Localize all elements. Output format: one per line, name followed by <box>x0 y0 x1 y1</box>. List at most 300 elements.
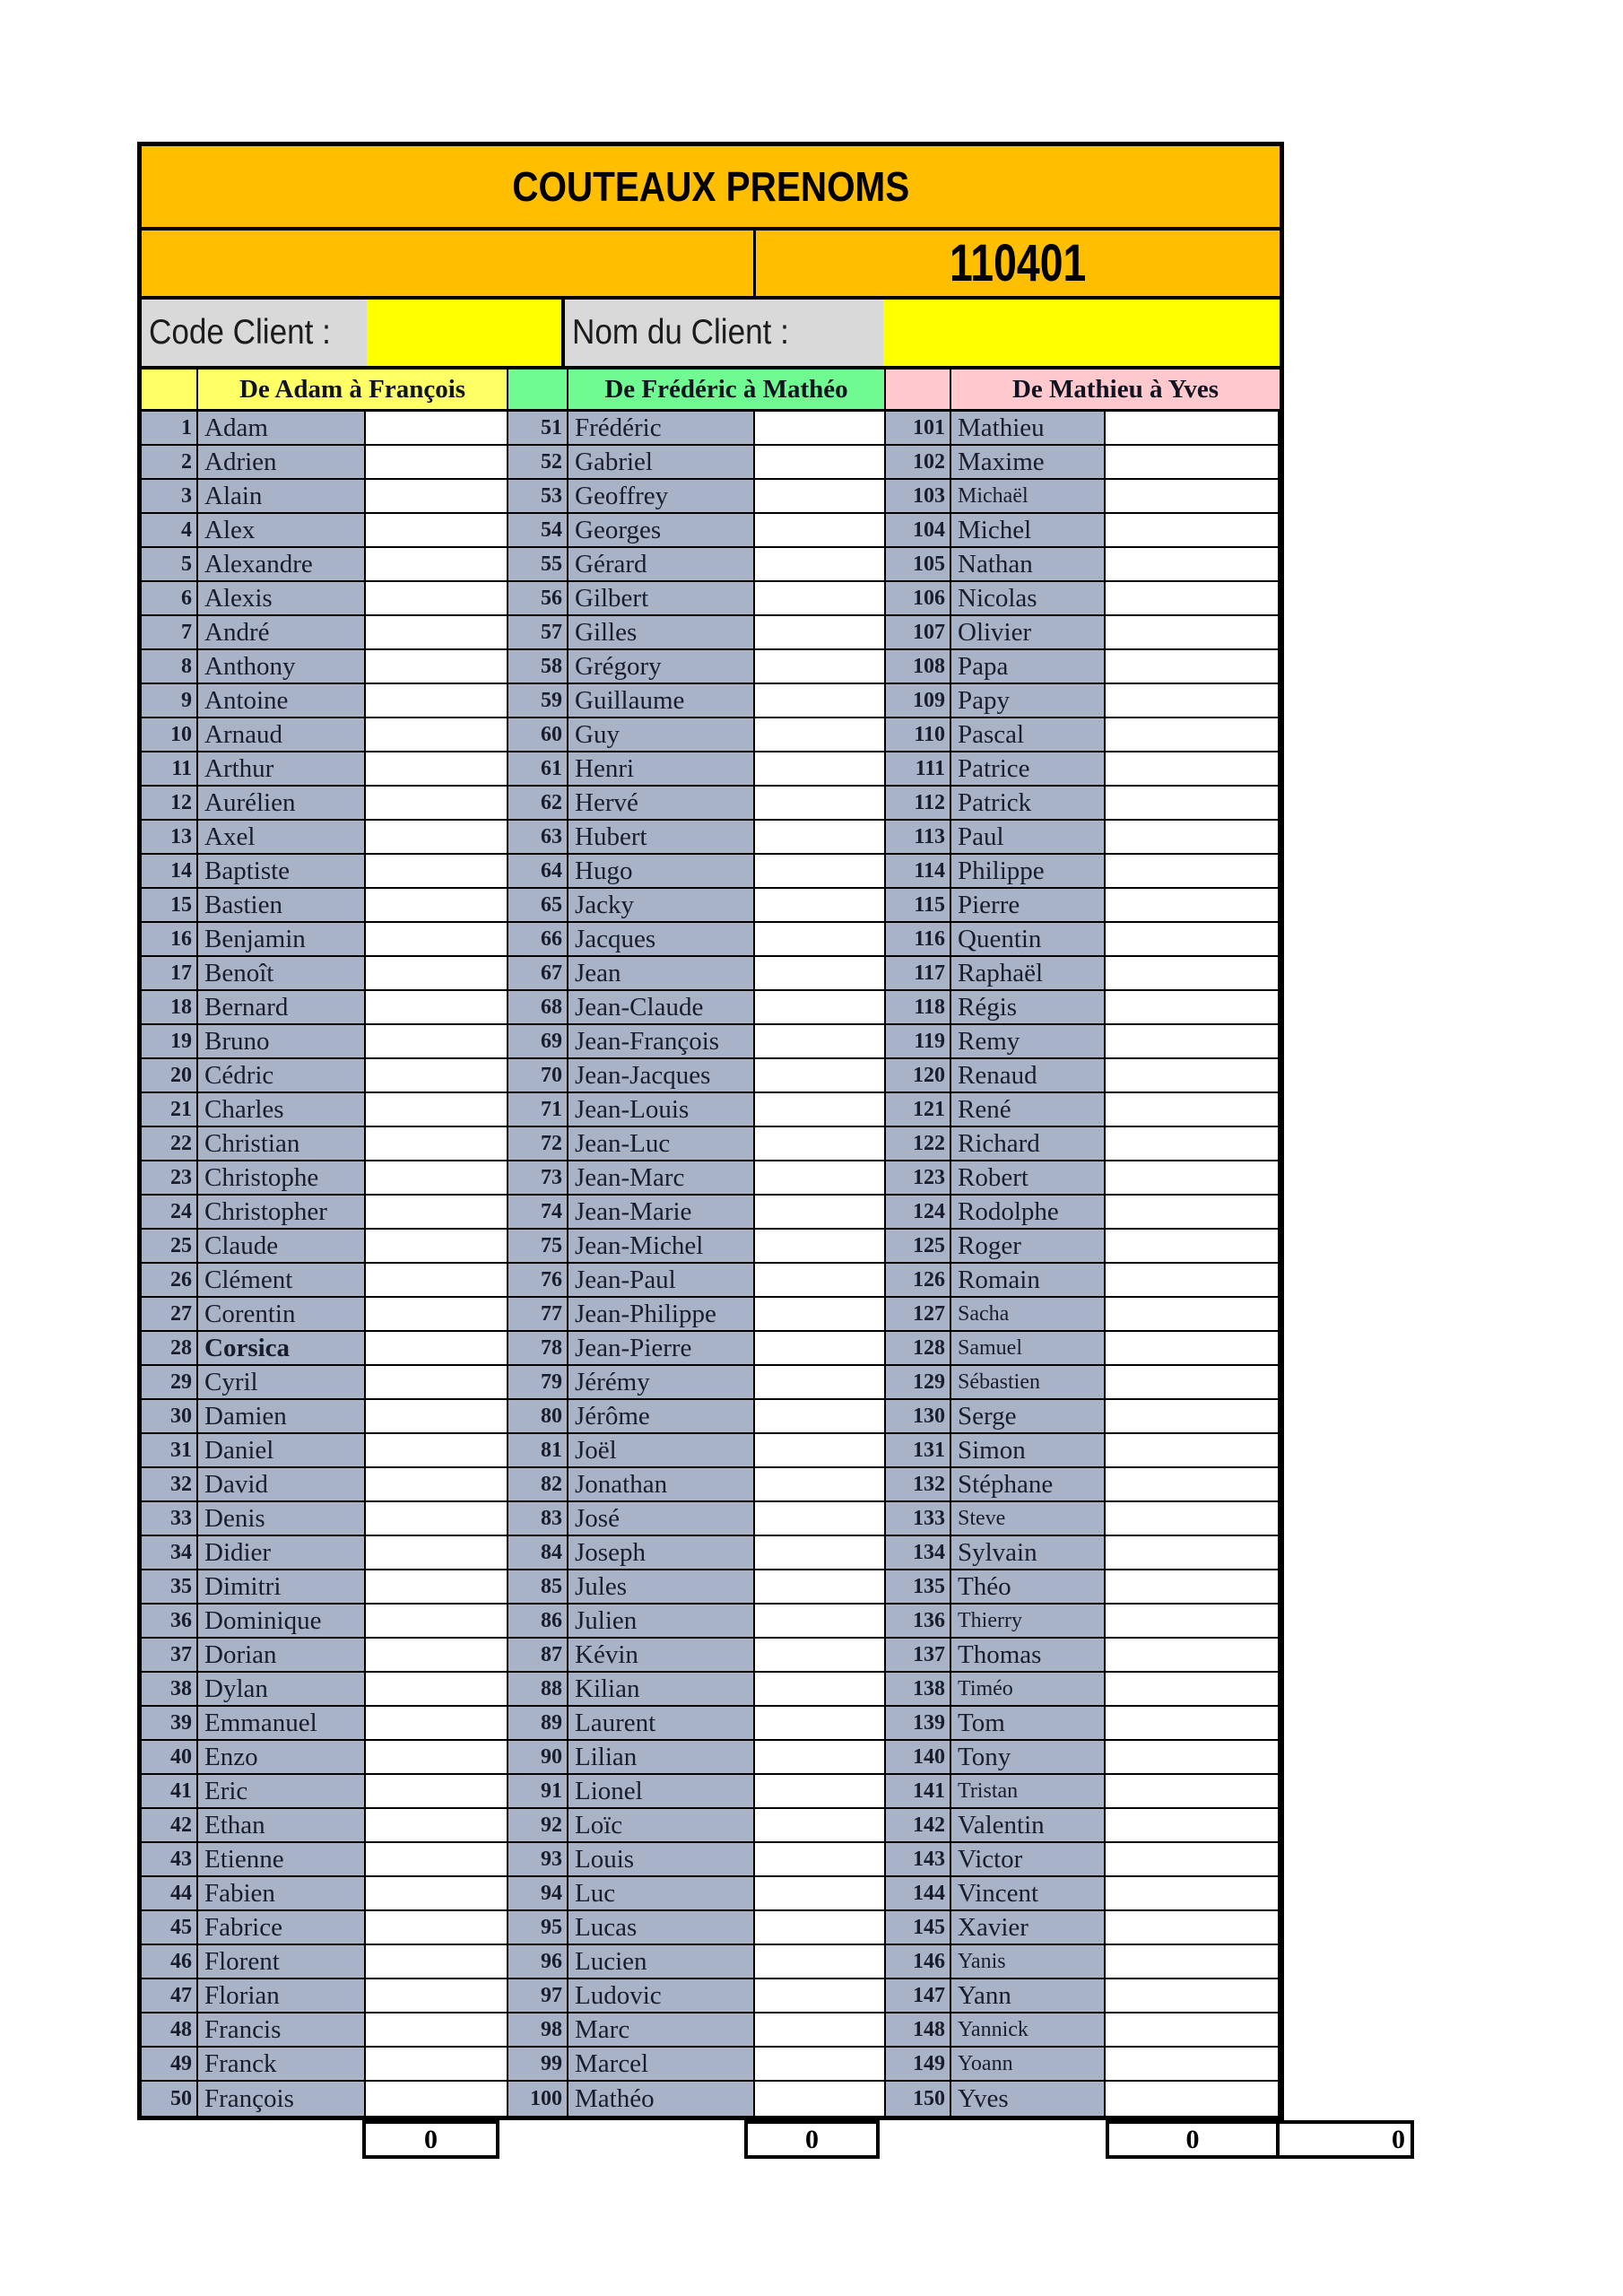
row-name: Guillaume <box>568 684 755 718</box>
row-number: 45 <box>142 1911 198 1945</box>
row-number: 138 <box>886 1673 951 1707</box>
qty-cell[interactable] <box>366 855 508 889</box>
qty-cell[interactable] <box>366 1707 508 1741</box>
qty-cell[interactable] <box>755 1059 886 1093</box>
qty-cell[interactable] <box>755 1911 886 1945</box>
table-row <box>142 1877 1280 1911</box>
qty-cell[interactable] <box>1106 1025 1280 1059</box>
table-row <box>142 514 1280 548</box>
qty-cell[interactable] <box>1106 1536 1280 1570</box>
qty-cell[interactable] <box>755 1468 886 1502</box>
row-number: 136 <box>886 1605 951 1639</box>
row-name: Richard <box>951 1127 1106 1161</box>
row-name: Xavier <box>951 1911 1106 1945</box>
row-name: Joël <box>568 1434 755 1468</box>
qty-cell[interactable] <box>755 1298 886 1332</box>
row-number: 65 <box>508 889 568 923</box>
row-number: 62 <box>508 787 568 821</box>
qty-cell[interactable] <box>366 821 508 855</box>
qty-cell[interactable] <box>755 514 886 548</box>
qty-cell[interactable] <box>1106 684 1280 718</box>
row-name: Julien <box>568 1605 755 1639</box>
row-name: Arthur <box>198 752 366 787</box>
row-name: Simon <box>951 1434 1106 1468</box>
row-number: 105 <box>886 548 951 582</box>
qty-cell[interactable] <box>366 1877 508 1911</box>
qty-cell[interactable] <box>366 650 508 684</box>
row-name: Mathéo <box>568 2082 755 2116</box>
qty-cell[interactable] <box>1106 821 1280 855</box>
row-name: Thomas <box>951 1639 1106 1673</box>
qty-cell[interactable] <box>755 616 886 650</box>
row-name: Arnaud <box>198 718 366 752</box>
qty-cell[interactable] <box>1106 1434 1280 1468</box>
qty-cell[interactable] <box>366 1570 508 1605</box>
qty-cell[interactable] <box>366 1468 508 1502</box>
qty-cell[interactable] <box>1106 855 1280 889</box>
qty-cell[interactable] <box>1106 1230 1280 1264</box>
row-number: 26 <box>142 1264 198 1298</box>
qty-cell[interactable] <box>755 787 886 821</box>
row-name: Renaud <box>951 1059 1106 1093</box>
table-row <box>142 1059 1280 1093</box>
table-row <box>142 889 1280 923</box>
client-name-input[interactable] <box>883 300 1280 366</box>
row-number: 63 <box>508 821 568 855</box>
row-name: Théo <box>951 1570 1106 1605</box>
row-name: Lilian <box>568 1741 755 1775</box>
row-name: Thierry <box>951 1605 1106 1639</box>
qty-cell[interactable] <box>366 2013 508 2048</box>
qty-cell[interactable] <box>366 1502 508 1536</box>
row-name: Antoine <box>198 684 366 718</box>
row-number: 74 <box>508 1196 568 1230</box>
qty-cell[interactable] <box>1106 1127 1280 1161</box>
qty-cell[interactable] <box>1106 957 1280 991</box>
row-number: 43 <box>142 1843 198 1877</box>
row-name: Yanis <box>951 1945 1106 1979</box>
qty-cell[interactable] <box>1106 480 1280 514</box>
row-number: 50 <box>142 2082 198 2116</box>
qty-cell[interactable] <box>366 1093 508 1127</box>
qty-cell[interactable] <box>1106 1468 1280 1502</box>
qty-cell[interactable] <box>366 1979 508 2013</box>
qty-cell[interactable] <box>755 1093 886 1127</box>
qty-cell[interactable] <box>366 1945 508 1979</box>
row-name: Rodolphe <box>951 1196 1106 1230</box>
qty-cell[interactable] <box>366 923 508 957</box>
row-number: 104 <box>886 514 951 548</box>
qty-cell[interactable] <box>1106 1741 1280 1775</box>
qty-cell[interactable] <box>1106 752 1280 787</box>
row-name: Corsica <box>198 1332 366 1366</box>
qty-cell[interactable] <box>755 1741 886 1775</box>
qty-cell[interactable] <box>1106 446 1280 480</box>
row-number: 98 <box>508 2013 568 2048</box>
qty-cell[interactable] <box>755 1502 886 1536</box>
row-number: 97 <box>508 1979 568 2013</box>
row-number: 103 <box>886 480 951 514</box>
qty-cell[interactable] <box>755 1639 886 1673</box>
qty-cell[interactable] <box>1106 582 1280 616</box>
qty-cell[interactable] <box>366 616 508 650</box>
qty-cell[interactable] <box>366 1161 508 1196</box>
qty-cell[interactable] <box>366 1298 508 1332</box>
row-name: Mathieu <box>951 412 1106 446</box>
qty-cell[interactable] <box>1106 2048 1280 2082</box>
row-number: 143 <box>886 1843 951 1877</box>
qty-cell[interactable] <box>755 889 886 923</box>
table-row <box>142 855 1280 889</box>
qty-cell[interactable] <box>755 718 886 752</box>
row-number: 81 <box>508 1434 568 1468</box>
qty-cell[interactable] <box>366 1639 508 1673</box>
qty-cell[interactable] <box>366 684 508 718</box>
row-name: Adam <box>198 412 366 446</box>
group1-header: De Adam à François <box>239 374 466 404</box>
qty-cell[interactable] <box>366 2048 508 2082</box>
row-number: 33 <box>142 1502 198 1536</box>
qty-cell[interactable] <box>755 1843 886 1877</box>
qty-cell[interactable] <box>366 1809 508 1843</box>
grand-total-cell: 0 <box>1276 2120 1414 2159</box>
qty-cell[interactable] <box>366 1434 508 1468</box>
row-number: 37 <box>142 1639 198 1673</box>
row-name: Stéphane <box>951 1468 1106 1502</box>
row-name: Fabrice <box>198 1911 366 1945</box>
row-number: 11 <box>142 752 198 787</box>
qty-cell[interactable] <box>366 1196 508 1230</box>
row-name: Cédric <box>198 1059 366 1093</box>
qty-cell[interactable] <box>1106 1366 1280 1400</box>
qty-cell[interactable] <box>1106 2082 1280 2116</box>
qty-cell[interactable] <box>755 855 886 889</box>
row-name: Charles <box>198 1093 366 1127</box>
qty-cell[interactable] <box>1106 514 1280 548</box>
qty-cell[interactable] <box>755 1605 886 1639</box>
qty-cell[interactable] <box>755 1434 886 1468</box>
qty-cell[interactable] <box>755 957 886 991</box>
row-number: 15 <box>142 889 198 923</box>
qty-cell[interactable] <box>1106 1911 1280 1945</box>
qty-cell[interactable] <box>755 1673 886 1707</box>
qty-cell[interactable] <box>755 1400 886 1434</box>
qty-cell[interactable] <box>366 582 508 616</box>
qty-cell[interactable] <box>1106 1979 1280 2013</box>
row-number: 41 <box>142 1775 198 1809</box>
qty-cell[interactable] <box>366 1605 508 1639</box>
qty-cell[interactable] <box>1106 1093 1280 1127</box>
client-code-input[interactable] <box>367 300 561 366</box>
qty-cell[interactable] <box>755 480 886 514</box>
qty-cell[interactable] <box>366 1332 508 1366</box>
qty-cell[interactable] <box>366 548 508 582</box>
row-number: 79 <box>508 1366 568 1400</box>
qty-cell[interactable] <box>1106 1570 1280 1605</box>
qty-cell[interactable] <box>755 548 886 582</box>
qty-cell[interactable] <box>755 923 886 957</box>
group2-total-cell: 0 <box>744 2120 880 2159</box>
qty-cell[interactable] <box>366 718 508 752</box>
row-number: 94 <box>508 1877 568 1911</box>
qty-cell[interactable] <box>1106 1332 1280 1366</box>
row-number: 69 <box>508 1025 568 1059</box>
table-row <box>142 1570 1280 1605</box>
table-row <box>142 412 1280 446</box>
row-number: 8 <box>142 650 198 684</box>
row-name: André <box>198 616 366 650</box>
qty-cell[interactable] <box>1106 1707 1280 1741</box>
row-number: 108 <box>886 650 951 684</box>
qty-cell[interactable] <box>755 1775 886 1809</box>
group3-header-cell <box>951 370 1280 409</box>
row-number: 80 <box>508 1400 568 1434</box>
row-number: 22 <box>142 1127 198 1161</box>
row-name: Nicolas <box>951 582 1106 616</box>
qty-cell[interactable] <box>755 412 886 446</box>
row-name: Jean-Jacques <box>568 1059 755 1093</box>
row-name: Ethan <box>198 1809 366 1843</box>
row-number: 146 <box>886 1945 951 1979</box>
row-name: Henri <box>568 752 755 787</box>
qty-cell[interactable] <box>755 446 886 480</box>
qty-cell[interactable] <box>1106 1673 1280 1707</box>
row-number: 82 <box>508 1468 568 1502</box>
qty-cell[interactable] <box>366 514 508 548</box>
group-header-row <box>142 370 1280 412</box>
qty-cell[interactable] <box>366 991 508 1025</box>
row-number: 106 <box>886 582 951 616</box>
qty-cell[interactable] <box>1106 1843 1280 1877</box>
row-number: 91 <box>508 1775 568 1809</box>
qty-cell[interactable] <box>366 1127 508 1161</box>
qty-cell[interactable] <box>755 1332 886 1366</box>
qty-cell[interactable] <box>366 2082 508 2116</box>
row-name: Jean-Philippe <box>568 1298 755 1332</box>
row-number: 110 <box>886 718 951 752</box>
qty-cell[interactable] <box>366 412 508 446</box>
qty-cell[interactable] <box>366 1366 508 1400</box>
qty-cell[interactable] <box>1106 548 1280 582</box>
doc-number-row <box>142 230 1280 300</box>
qty-cell[interactable] <box>755 1230 886 1264</box>
row-name: Gérard <box>568 548 755 582</box>
row-name: Samuel <box>951 1332 1106 1366</box>
row-name: Yannick <box>951 2013 1106 2048</box>
row-number: 47 <box>142 1979 198 2013</box>
row-name: Tom <box>951 1707 1106 1741</box>
row-number: 42 <box>142 1809 198 1843</box>
row-number: 132 <box>886 1468 951 1502</box>
qty-cell[interactable] <box>366 1536 508 1570</box>
qty-cell[interactable] <box>1106 1605 1280 1639</box>
qty-cell[interactable] <box>755 2082 886 2116</box>
table-row <box>142 787 1280 821</box>
row-name: Ludovic <box>568 1979 755 2013</box>
order-form-sheet <box>137 142 1284 2120</box>
qty-cell[interactable] <box>755 2013 886 2048</box>
qty-cell[interactable] <box>755 650 886 684</box>
client-name-label-cell <box>561 300 883 366</box>
row-name: Quentin <box>951 923 1106 957</box>
table-row <box>142 1127 1280 1161</box>
row-number: 127 <box>886 1298 951 1332</box>
qty-cell[interactable] <box>755 1945 886 1979</box>
row-number: 7 <box>142 616 198 650</box>
row-name: Alexis <box>198 582 366 616</box>
row-name: Papy <box>951 684 1106 718</box>
row-number: 115 <box>886 889 951 923</box>
row-number: 24 <box>142 1196 198 1230</box>
qty-cell[interactable] <box>366 1673 508 1707</box>
row-name: Nathan <box>951 548 1106 582</box>
qty-cell[interactable] <box>1106 889 1280 923</box>
row-name: Sylvain <box>951 1536 1106 1570</box>
row-name: Bernard <box>198 991 366 1025</box>
row-name: Olivier <box>951 616 1106 650</box>
qty-cell[interactable] <box>755 1366 886 1400</box>
row-name: Sébastien <box>951 1366 1106 1400</box>
qty-cell[interactable] <box>1106 923 1280 957</box>
qty-cell[interactable] <box>366 752 508 787</box>
qty-cell[interactable] <box>366 446 508 480</box>
qty-cell[interactable] <box>755 1877 886 1911</box>
group1-total-cell: 0 <box>362 2120 499 2159</box>
qty-cell[interactable] <box>366 1025 508 1059</box>
row-number: 84 <box>508 1536 568 1570</box>
qty-cell[interactable] <box>755 1979 886 2013</box>
row-number: 121 <box>886 1093 951 1127</box>
qty-cell[interactable] <box>755 1809 886 1843</box>
qty-cell[interactable] <box>755 991 886 1025</box>
row-number: 114 <box>886 855 951 889</box>
qty-cell[interactable] <box>1106 1264 1280 1298</box>
row-number: 102 <box>886 446 951 480</box>
qty-cell[interactable] <box>1106 718 1280 752</box>
qty-cell[interactable] <box>366 1911 508 1945</box>
row-number: 3 <box>142 480 198 514</box>
qty-cell[interactable] <box>1106 1059 1280 1093</box>
row-number: 1 <box>142 412 198 446</box>
table-row <box>142 1809 1280 1843</box>
row-name: Jules <box>568 1570 755 1605</box>
qty-cell[interactable] <box>1106 787 1280 821</box>
qty-cell[interactable] <box>366 787 508 821</box>
qty-cell[interactable] <box>1106 1400 1280 1434</box>
row-number: 52 <box>508 446 568 480</box>
row-number: 31 <box>142 1434 198 1468</box>
qty-cell[interactable] <box>755 1196 886 1230</box>
row-name: Etienne <box>198 1843 366 1877</box>
doc-number: 110401 <box>949 234 1087 292</box>
qty-cell[interactable] <box>1106 1775 1280 1809</box>
row-name: Hugo <box>568 855 755 889</box>
group2-number-header-cell <box>508 370 568 409</box>
row-number: 83 <box>508 1502 568 1536</box>
row-number: 92 <box>508 1809 568 1843</box>
row-name: Maxime <box>951 446 1106 480</box>
qty-cell[interactable] <box>366 1775 508 1809</box>
qty-cell[interactable] <box>755 821 886 855</box>
row-name: Damien <box>198 1400 366 1434</box>
qty-cell[interactable] <box>755 1264 886 1298</box>
qty-cell[interactable] <box>1106 1877 1280 1911</box>
row-name: Lucas <box>568 1911 755 1945</box>
qty-cell[interactable] <box>755 1161 886 1196</box>
row-number: 40 <box>142 1741 198 1775</box>
qty-cell[interactable] <box>755 1570 886 1605</box>
qty-cell[interactable] <box>755 684 886 718</box>
row-name: Dorian <box>198 1639 366 1673</box>
row-name: Bruno <box>198 1025 366 1059</box>
qty-cell[interactable] <box>366 957 508 991</box>
row-name: Christian <box>198 1127 366 1161</box>
qty-cell[interactable] <box>1106 1196 1280 1230</box>
row-name: Gilbert <box>568 582 755 616</box>
qty-cell[interactable] <box>755 1025 886 1059</box>
qty-cell[interactable] <box>755 1536 886 1570</box>
qty-cell[interactable] <box>1106 650 1280 684</box>
row-name: Christopher <box>198 1196 366 1230</box>
qty-cell[interactable] <box>1106 1945 1280 1979</box>
qty-cell[interactable] <box>366 889 508 923</box>
qty-cell[interactable] <box>366 1843 508 1877</box>
row-name: Anthony <box>198 650 366 684</box>
row-name: François <box>198 2082 366 2116</box>
row-name: Jean-Paul <box>568 1264 755 1298</box>
row-name: Gabriel <box>568 446 755 480</box>
table-row <box>142 1366 1280 1400</box>
qty-cell[interactable] <box>1106 412 1280 446</box>
row-number: 95 <box>508 1911 568 1945</box>
qty-cell[interactable] <box>366 1059 508 1093</box>
qty-cell[interactable] <box>755 1127 886 1161</box>
qty-cell[interactable] <box>755 752 886 787</box>
row-number: 36 <box>142 1605 198 1639</box>
table-row <box>142 1605 1280 1639</box>
qty-cell[interactable] <box>1106 1639 1280 1673</box>
qty-cell[interactable] <box>1106 1502 1280 1536</box>
qty-cell[interactable] <box>1106 2013 1280 2048</box>
row-number: 133 <box>886 1502 951 1536</box>
row-name: Jonathan <box>568 1468 755 1502</box>
qty-cell[interactable] <box>1106 1298 1280 1332</box>
qty-cell[interactable] <box>366 1264 508 1298</box>
row-name: Raphaël <box>951 957 1106 991</box>
qty-cell[interactable] <box>755 2048 886 2082</box>
totals-row <box>142 2120 1415 2161</box>
row-number: 4 <box>142 514 198 548</box>
qty-cell[interactable] <box>755 582 886 616</box>
qty-cell[interactable] <box>366 1400 508 1434</box>
row-name: Timéo <box>951 1673 1106 1707</box>
qty-cell[interactable] <box>366 1741 508 1775</box>
qty-cell[interactable] <box>1106 1809 1280 1843</box>
qty-cell[interactable] <box>366 480 508 514</box>
table-row <box>142 1196 1280 1230</box>
row-number: 88 <box>508 1673 568 1707</box>
qty-cell[interactable] <box>1106 991 1280 1025</box>
row-name: Sacha <box>951 1298 1106 1332</box>
qty-cell[interactable] <box>366 1230 508 1264</box>
qty-cell[interactable] <box>1106 1161 1280 1196</box>
row-name: Régis <box>951 991 1106 1025</box>
row-number: 134 <box>886 1536 951 1570</box>
table-row <box>142 582 1280 616</box>
qty-cell[interactable] <box>1106 616 1280 650</box>
qty-cell[interactable] <box>755 1707 886 1741</box>
table-row <box>142 1911 1280 1945</box>
